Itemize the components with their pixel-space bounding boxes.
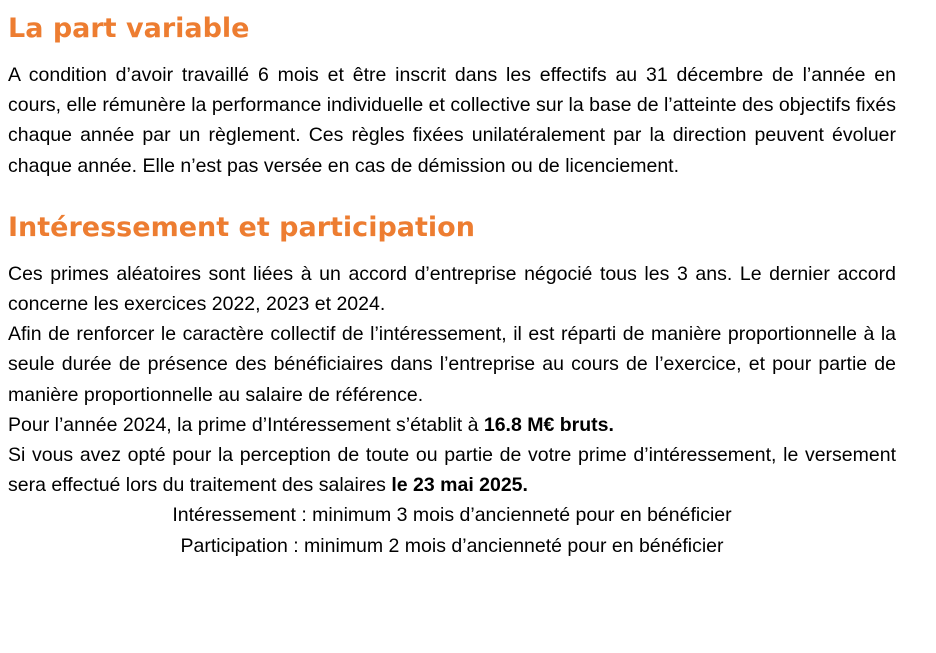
- document-page: [8, 0, 896, 561]
- participation-note: Participation : minimum 2 mois d’ancienneté pour en bénéficier: [180, 534, 724, 557]
- versement-date: le 23 mai 2025.: [391, 474, 528, 497]
- versement-text: Si vous avez opté pour la perception de toute ou partie de votre prime d’intéressement, le versement sera effectué lors du traitement des salaires: [8, 444, 896, 497]
- section-title-part-variable: La part variable: [8, 13, 250, 44]
- accord-paragraph: Ces primes aléatoires sont liées à un accord d’entreprise négocié tous les 3 ans. Le dernier accord concerne les exercices 2022, 2023 et 2024.: [8, 262, 896, 316]
- interessement-note: Intéressement : minimum 3 mois d’ancienneté pour en bénéficier: [172, 504, 732, 527]
- section-title-interessement: Intéressement et participation: [8, 211, 475, 243]
- prime-amount-value: 16.8 M€ bruts.: [483, 413, 614, 436]
- prime-amount-text: Pour l’année 2024, la prime d’Intéressement s’établit à: [8, 413, 484, 436]
- versement-paragraph: [8, 440, 896, 500]
- part-variable-paragraph: A condition d’avoir travaillé 6 mois et être inscrit dans les effectifs au 31 décembre de l’année en cours, elle rémunère la performance individuelle et collective sur la base de l’atteinte des objectifs fixés chaque année par un règlement. Ces règles fixées unilatéralement par la direction peuvent évoluer chaque année. Elle n’est pas versée en cas de démission ou de licenciement.: [8, 64, 896, 177]
- repartition-paragraph: Afin de renforcer le caractère collectif de l’intéressement, il est réparti de manière proportionnelle à la seule durée de présence des bénéficiaires dans l’entreprise au cours de l’exercice, et pour partie de manière proportionnelle au salaire de référence.: [8, 323, 896, 406]
- prime-amount-paragraph: [8, 410, 896, 440]
